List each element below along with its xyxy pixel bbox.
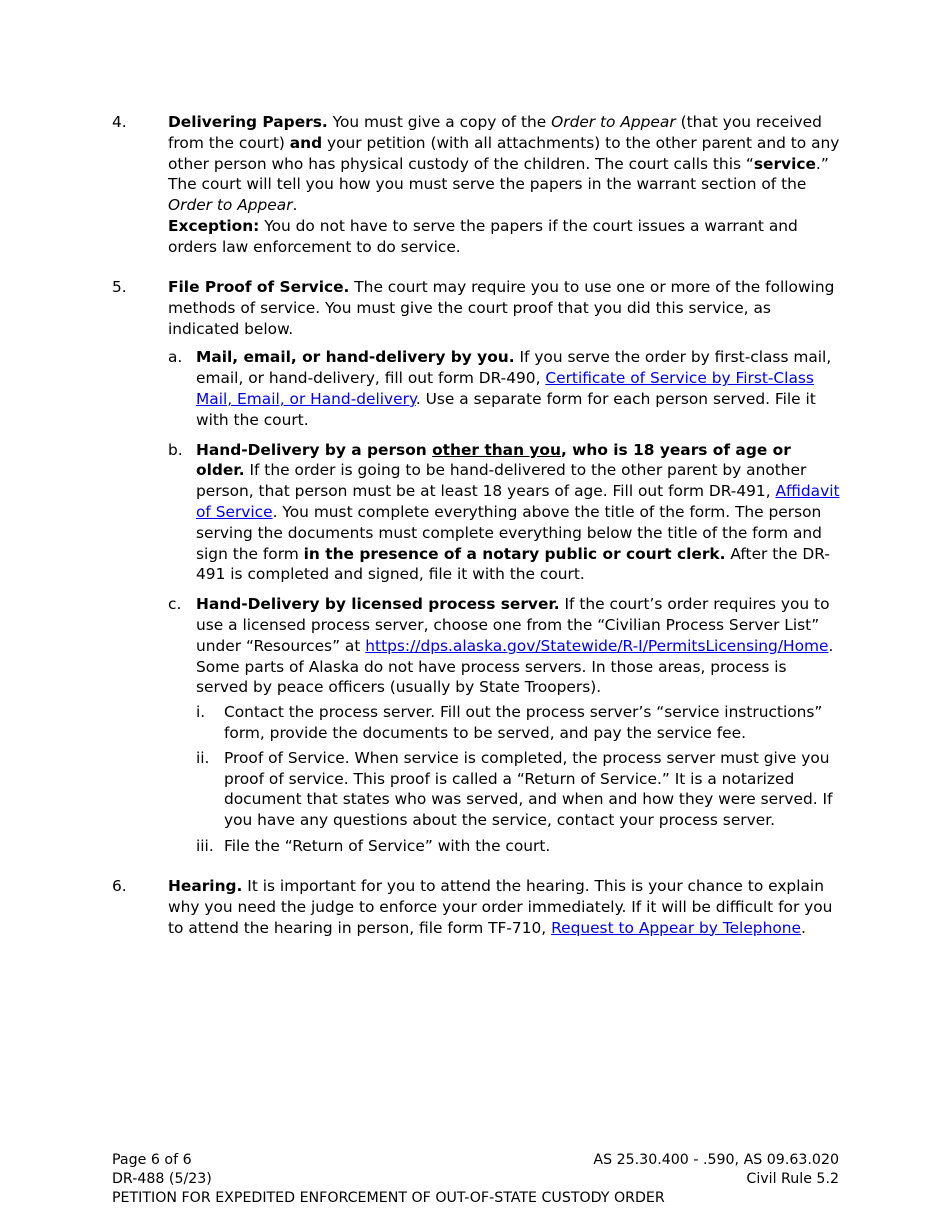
- civil-rule: Civil Rule 5.2: [746, 1171, 839, 1187]
- item-4: [112, 112, 842, 258]
- item-heading: File Proof of Service.: [168, 278, 350, 296]
- item-number: 5.: [112, 278, 127, 296]
- text: . Use a separate form for each person served. File it with the court.: [196, 389, 816, 429]
- subitem-heading: Mail, email, or hand-delivery by you.: [196, 348, 515, 367]
- subitem-c-i: [196, 702, 842, 744]
- exception-text: You do not have to serve the papers if the court issues a warrant and orders law enforcement to do service.: [168, 216, 798, 256]
- form-number: DR-488 (5/23): [112, 1171, 212, 1187]
- text: Contact the process server. Fill out the process server’s “service instructions” form, provide the documents to be served, and pay the service fee.: [224, 703, 823, 742]
- process-server-list-link[interactable]: https://dps.alaska.gov/Statewide/R-I/PermitsLicensing/Home: [365, 636, 829, 655]
- subitem-label: a.: [168, 348, 183, 367]
- subitem-b: [168, 440, 842, 586]
- text: It is important for you to attend the hearing. This is your chance to explain why you need the judge to enforce your order immediately. If it will be difficult for you to attend the hearing in person, file form TF-710,: [168, 877, 833, 937]
- text: your petition (with all attachments) to the other parent and to any other person who has physical custody of the children. The court calls this “: [168, 133, 840, 173]
- text: The court may require you to use one or more of the following methods of service. You must give the court proof that you did this service, as indicated below.: [168, 278, 835, 338]
- text: .” The court will tell you how you must serve the papers in the warrant section of the: [168, 154, 829, 194]
- text: If the order is going to be hand-delivered to the other parent by another person, that person must be at least 18 years of age. Fill out form DR-491,: [196, 461, 807, 501]
- text: After the DR-491 is completed and signed, file it with the court.: [196, 544, 830, 584]
- item-number: 6.: [112, 877, 127, 895]
- text: Hand-Delivery by a person: [196, 440, 433, 459]
- item-5: [112, 277, 842, 857]
- item-heading: Hearing.: [168, 877, 243, 895]
- text-underline: other than you: [432, 440, 561, 459]
- text-italic: Order to Appear: [168, 196, 293, 215]
- exception-note: [168, 216, 842, 258]
- text: . You must complete everything above the title of the form. The person serving the documents must complete everything below the title of the form and sign the form: [196, 502, 822, 563]
- text: (that you received from the court): [168, 113, 822, 152]
- request-to-appear-link[interactable]: Request to Appear by Telephone: [551, 918, 801, 937]
- subitem-c-ii: [196, 748, 842, 831]
- text: If the court’s order requires you to use a licensed process server, choose one from the “Civilian Process Server List” under “Resources” at: [196, 595, 830, 655]
- page-footer: [112, 1151, 839, 1208]
- text: File the “Return of Service” with the court.: [224, 836, 551, 855]
- text: . Some parts of Alaska do not have process servers. In those areas, process is served by peace officers (usually by State Troopers).: [196, 636, 834, 697]
- text-bold: service: [753, 154, 816, 173]
- item-5-body: [168, 277, 842, 339]
- item-6-body: [168, 876, 842, 938]
- text-bold: and: [289, 133, 323, 152]
- text: .: [800, 918, 806, 937]
- exception-label: Exception:: [168, 216, 260, 235]
- subitem-c: [168, 594, 842, 698]
- certificate-of-service-link[interactable]: Certificate of Service by First-Class Mail, Email, or Hand-delivery: [196, 369, 814, 408]
- statute-reference: AS 25.30.400 - .590, AS 09.63.020: [593, 1152, 839, 1168]
- subitem-label: i.: [196, 703, 206, 722]
- affidavit-of-service-link[interactable]: Affidavit of Service: [196, 482, 840, 521]
- item-4-body: [168, 112, 842, 258]
- item-heading: Delivering Papers.: [168, 113, 328, 131]
- subitem-heading: Hand-Delivery by licensed process server.: [196, 595, 560, 614]
- subitem-label: ii.: [196, 748, 210, 767]
- item-number: 4.: [112, 113, 127, 131]
- text-bold: in the presence of a notary public or court clerk.: [303, 544, 726, 563]
- subitem-label: c.: [168, 595, 182, 614]
- page-number: Page 6 of 6: [112, 1152, 192, 1168]
- subitem-c-iii: [196, 836, 842, 857]
- item-6: [112, 876, 842, 938]
- text: You must give a copy of the: [327, 113, 552, 131]
- text: .: [292, 196, 298, 215]
- text-italic: Order to Appear: [551, 113, 676, 131]
- subitem-label: b.: [168, 440, 183, 459]
- text: , who is 18 years of age or older.: [196, 440, 791, 480]
- text: Proof of Service. When service is completed, the process server must give you proof of service. This proof is called a “Return of Service.” It is a notarized document that states who was served, and when and how they were served. If you have any questions about the service, contact your process server.: [224, 748, 833, 830]
- subitem-a: [168, 347, 842, 430]
- form-title: PETITION FOR EXPEDITED ENFORCEMENT OF OUT-OF-STATE CUSTODY ORDER: [112, 1190, 665, 1206]
- subitem-label: iii.: [196, 836, 214, 855]
- text: If you serve the order by first-class mail, email, or hand-delivery, fill out form DR-490,: [196, 348, 832, 388]
